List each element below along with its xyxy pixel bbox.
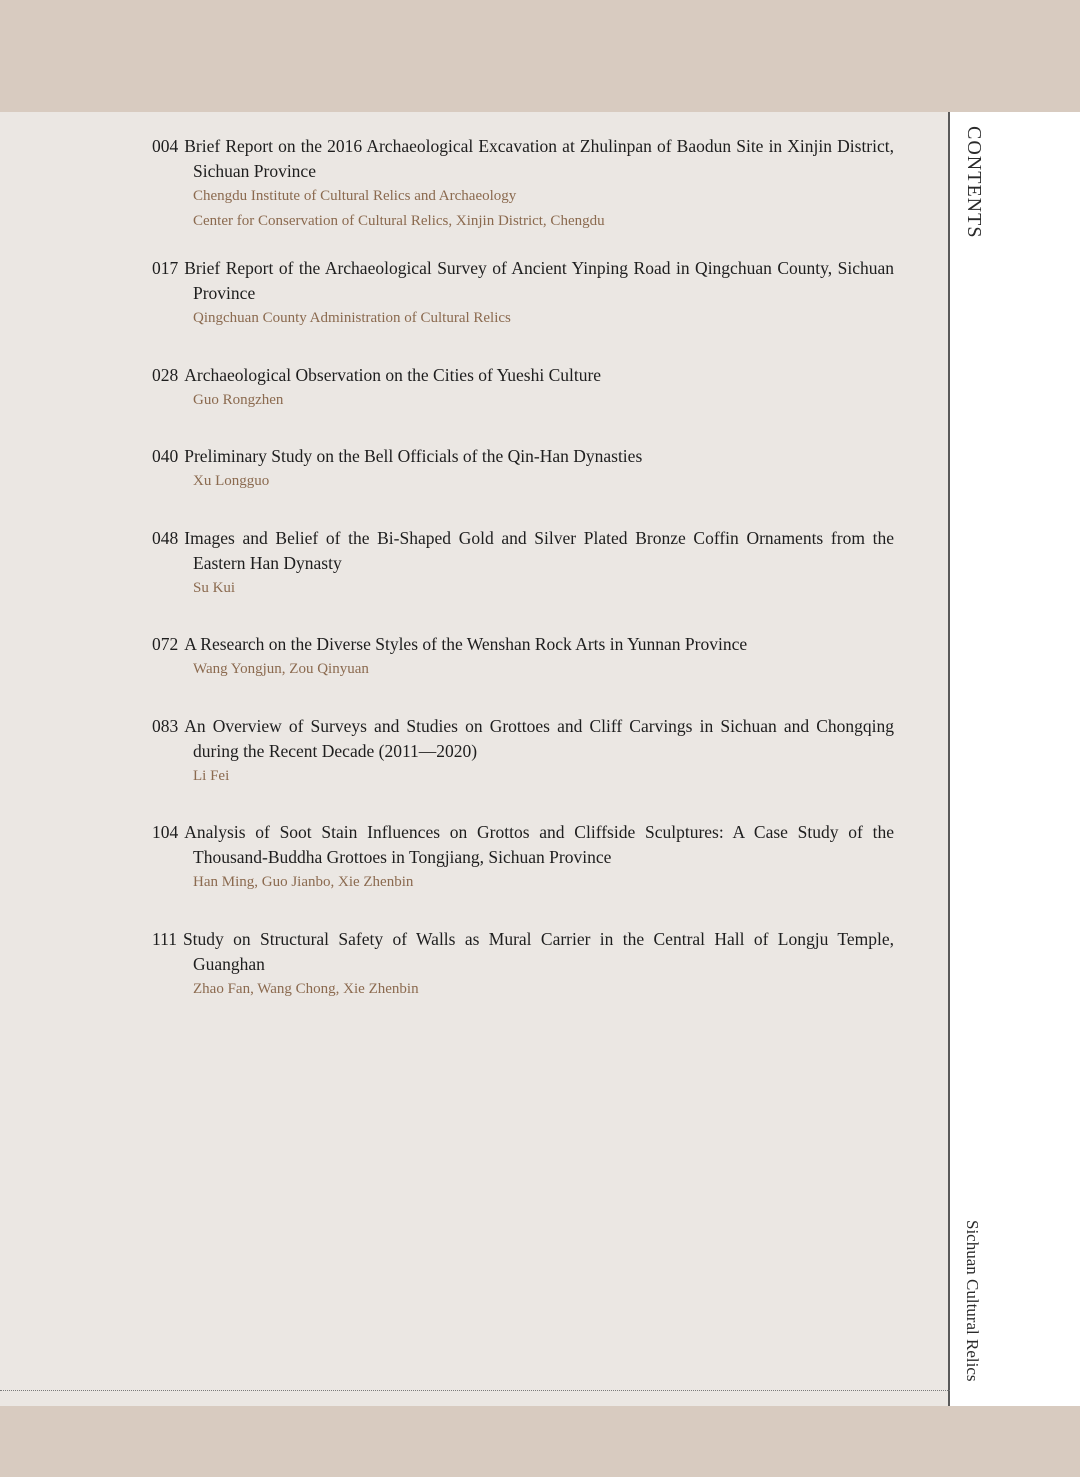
contents-label: CONTENTS xyxy=(963,126,985,239)
footer-dotted-rule xyxy=(0,1390,950,1391)
entry-author: Center for Conservation of Cultural Relics, Xinjin District, Chengdu xyxy=(193,212,605,229)
side-divider xyxy=(948,112,950,1477)
toc-entry[interactable] xyxy=(152,927,894,1002)
entry-title[interactable]: Analysis of Soot Stain Influences on Grottos and Cliffside Sculptures: A Case Study of the Thousand-Buddha Grottoes in Tongjiang, Sichuan Province xyxy=(184,822,894,867)
entry-title[interactable]: Study on Structural Safety of Walls as Mural Carrier in the Central Hall of Longju Temple, Guanghan xyxy=(182,928,894,974)
toc-entry[interactable] xyxy=(152,526,894,601)
entry-title-line xyxy=(152,363,894,388)
entry-authors xyxy=(152,576,894,601)
entry-author: Wang Yongjun, Zou Qinyuan xyxy=(193,661,369,677)
entry-author: Zhao Fan, Wang Chong, Xie Zhenbin xyxy=(193,980,419,997)
entry-page-number: 104 xyxy=(152,822,179,842)
toc-entry[interactable] xyxy=(152,256,894,331)
entry-author: Qingchuan County Administration of Cultural Relics xyxy=(193,310,511,326)
entry-title-line xyxy=(152,256,894,306)
journal-name: Sichuan Cultural Relics xyxy=(963,1220,982,1382)
entry-title[interactable]: Images and Belief of the Bi-Shaped Gold and Silver Plated Bronze Coffin Ornaments from the Eastern Han Dynasty xyxy=(184,527,894,573)
entry-author: Su Kui xyxy=(193,579,236,596)
toc-entry[interactable] xyxy=(152,363,894,413)
entry-title[interactable]: Archaeological Observation on the Cities of Yueshi Culture xyxy=(184,364,602,385)
entry-author: Chengdu Institute of Cultural Relics and Archaeology xyxy=(193,188,517,204)
entry-page-number: 004 xyxy=(152,136,179,156)
entry-title[interactable]: An Overview of Surveys and Studies on Grottoes and Cliff Carvings in Sichuan and Chongqing during the Recent Decade (2011—2020) xyxy=(184,715,894,761)
entry-page-number: 048 xyxy=(152,527,179,548)
header-band xyxy=(0,0,1080,112)
entry-author: Guo Rongzhen xyxy=(193,391,284,408)
entry-title-line xyxy=(152,444,894,469)
entry-authors xyxy=(152,764,894,789)
entry-page-number: 072 xyxy=(152,634,179,654)
toc-entry[interactable] xyxy=(152,134,894,233)
entry-title[interactable]: Brief Report of the Archaeological Survey of Ancient Yinping Road in Qingchuan County, Sichuan Province xyxy=(184,258,894,303)
entry-title-line xyxy=(152,820,894,870)
entry-title-line xyxy=(152,632,894,657)
entry-authors xyxy=(152,977,894,1002)
table-of-contents xyxy=(152,134,894,1001)
entry-title-line xyxy=(152,526,894,576)
entry-title-line xyxy=(152,134,894,184)
entry-author: Xu Longguo xyxy=(193,473,270,489)
entry-author: Li Fei xyxy=(193,767,230,784)
entry-authors xyxy=(152,388,894,413)
entry-page-number: 083 xyxy=(152,715,179,736)
entry-page-number: 040 xyxy=(152,446,179,466)
toc-entry[interactable] xyxy=(152,820,894,895)
toc-entry[interactable] xyxy=(152,444,894,494)
entry-title[interactable]: Brief Report on the 2016 Archaeological Excavation at Zhulinpan of Baodun Site in Xinjin District, Sichuan Province xyxy=(184,136,894,181)
entry-title[interactable]: A Research on the Diverse Styles of the Wenshan Rock Arts in Yunnan Province xyxy=(184,634,748,654)
footer-band xyxy=(0,1406,1080,1477)
entry-title-line xyxy=(152,927,894,977)
entry-authors xyxy=(152,306,894,331)
entry-title-line xyxy=(152,714,894,764)
entry-author: Han Ming, Guo Jianbo, Xie Zhenbin xyxy=(193,874,414,890)
side-panel xyxy=(950,112,1080,1406)
toc-entry[interactable] xyxy=(152,632,894,682)
entry-page-number: 111 xyxy=(152,928,177,949)
entry-title[interactable]: Preliminary Study on the Bell Officials of the Qin-Han Dynasties xyxy=(184,446,643,466)
entry-authors xyxy=(152,870,894,895)
entry-authors xyxy=(152,184,894,233)
entry-authors xyxy=(152,657,894,682)
entry-authors xyxy=(152,469,894,494)
toc-entry[interactable] xyxy=(152,714,894,789)
entry-page-number: 017 xyxy=(152,258,179,278)
entry-page-number: 028 xyxy=(152,364,179,385)
